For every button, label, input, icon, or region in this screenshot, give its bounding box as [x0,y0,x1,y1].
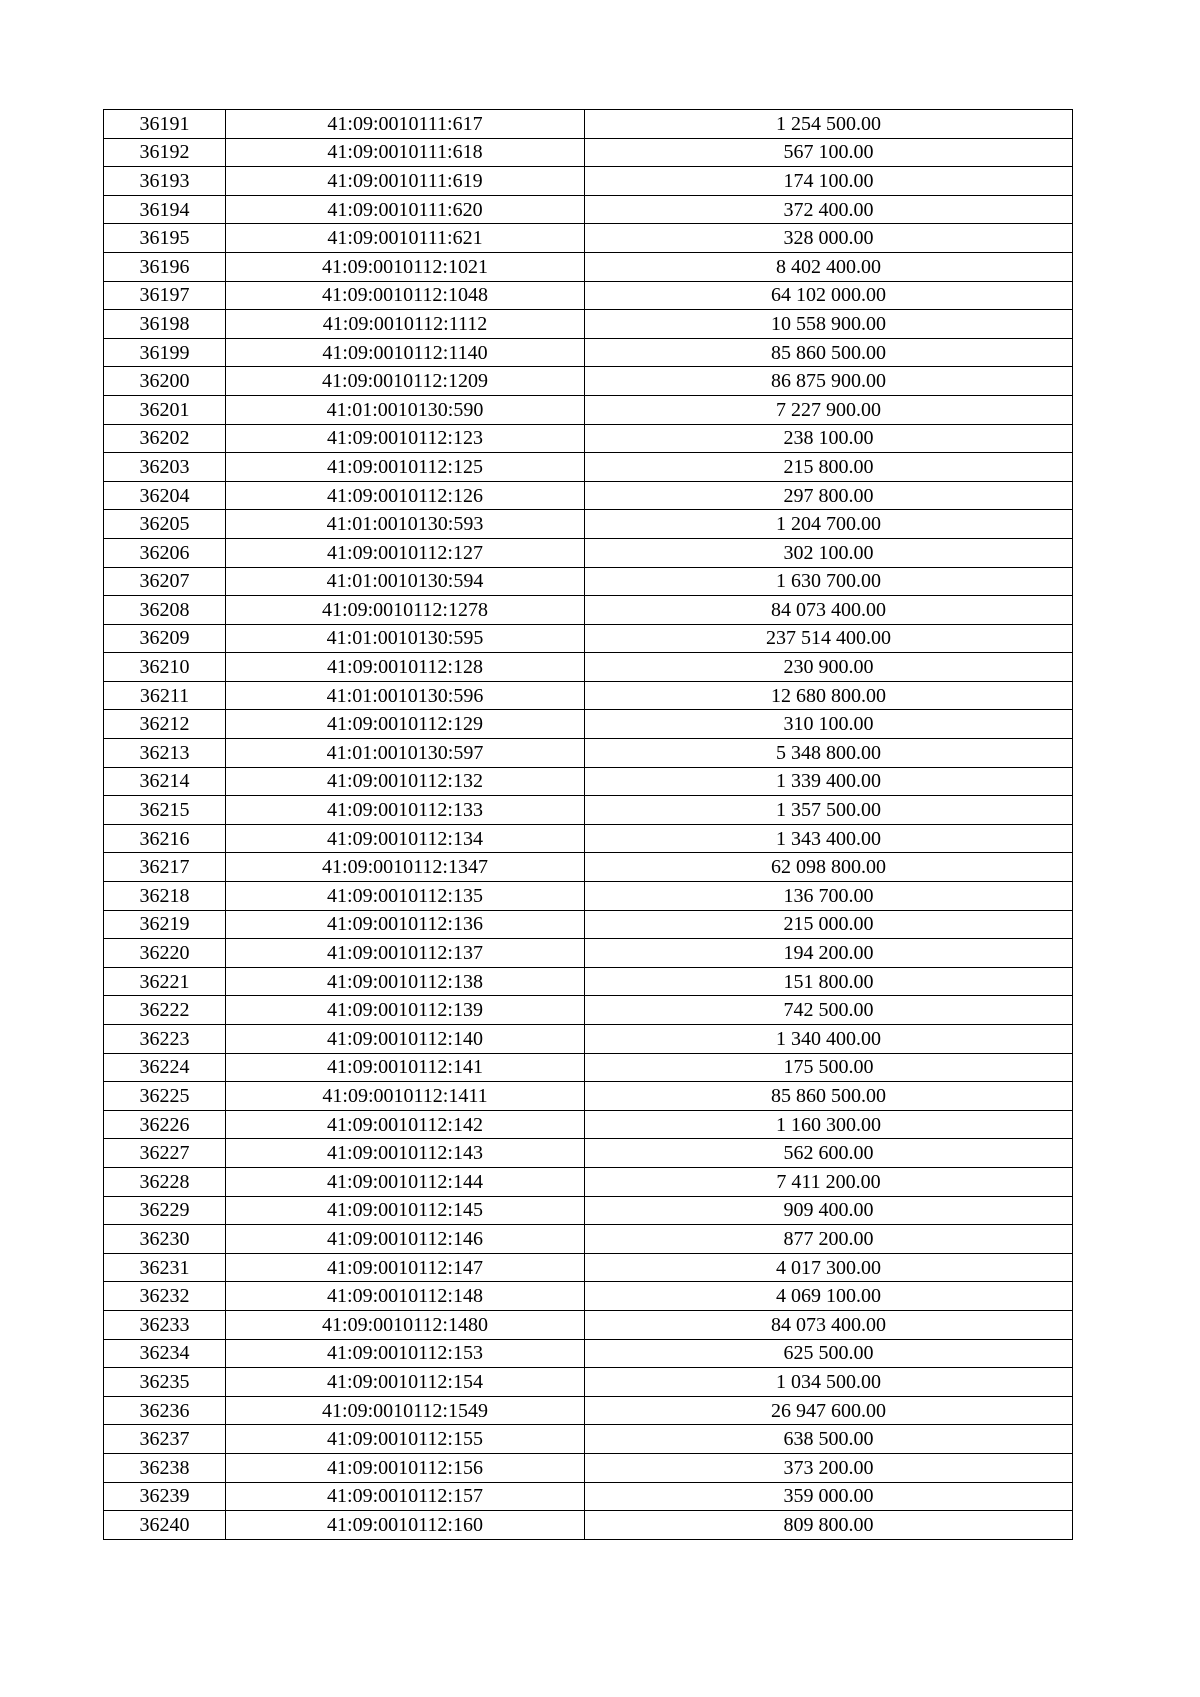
cadastral-value-cell: 567 100.00 [585,138,1073,167]
cadastral-value-cell: 1 340 400.00 [585,1025,1073,1054]
cadastral-value-cell: 12 680 800.00 [585,681,1073,710]
row-number-cell: 36218 [104,882,226,911]
cadastral-value-cell: 7 411 200.00 [585,1167,1073,1196]
cadastral-number-cell: 41:09:0010112:141 [226,1053,585,1082]
table-row [104,367,1073,396]
row-number-cell: 36200 [104,367,226,396]
table-row [104,1253,1073,1282]
table-row [104,338,1073,367]
cadastral-value-cell: 84 073 400.00 [585,1310,1073,1339]
row-number-cell: 36205 [104,510,226,539]
table-row [104,1196,1073,1225]
cadastral-number-cell: 41:09:0010112:1480 [226,1310,585,1339]
row-number-cell: 36223 [104,1025,226,1054]
row-number-cell: 36212 [104,710,226,739]
table-row [104,1368,1073,1397]
row-number-cell: 36191 [104,110,226,139]
table-row [104,939,1073,968]
cadastral-number-cell: 41:09:0010112:147 [226,1253,585,1282]
row-number-cell: 36201 [104,395,226,424]
table-row [104,252,1073,281]
table-row [104,1482,1073,1511]
cadastral-number-cell: 41:09:0010112:140 [226,1025,585,1054]
table-row [104,767,1073,796]
cadastral-number-cell: 41:09:0010112:134 [226,824,585,853]
table-row [104,1453,1073,1482]
cadastral-number-cell: 41:09:0010111:619 [226,167,585,196]
cadastral-value-cell: 625 500.00 [585,1339,1073,1368]
cadastral-number-cell: 41:09:0010112:160 [226,1511,585,1540]
cadastral-value-cell: 562 600.00 [585,1139,1073,1168]
cadastral-value-cell: 194 200.00 [585,939,1073,968]
row-number-cell: 36203 [104,453,226,482]
table-row [104,138,1073,167]
table-row [104,1282,1073,1311]
row-number-cell: 36224 [104,1053,226,1082]
row-number-cell: 36221 [104,967,226,996]
table-row [104,681,1073,710]
cadastral-value-cell: 175 500.00 [585,1053,1073,1082]
row-number-cell: 36222 [104,996,226,1025]
table-body [104,110,1073,1540]
cadastral-number-cell: 41:09:0010112:135 [226,882,585,911]
cadastral-number-cell: 41:01:0010130:597 [226,739,585,768]
cadastral-number-cell: 41:09:0010112:155 [226,1425,585,1454]
row-number-cell: 36230 [104,1225,226,1254]
cadastral-value-cell: 359 000.00 [585,1482,1073,1511]
cadastral-value-cell: 215 000.00 [585,910,1073,939]
cadastral-number-cell: 41:09:0010112:129 [226,710,585,739]
cadastral-value-cell: 86 875 900.00 [585,367,1073,396]
row-number-cell: 36229 [104,1196,226,1225]
row-number-cell: 36207 [104,567,226,596]
cadastral-number-cell: 41:09:0010111:621 [226,224,585,253]
row-number-cell: 36192 [104,138,226,167]
table-row [104,796,1073,825]
row-number-cell: 36236 [104,1396,226,1425]
cadastral-value-cell: 297 800.00 [585,481,1073,510]
row-number-cell: 36238 [104,1453,226,1482]
table-row [104,195,1073,224]
cadastral-value-cell: 1 339 400.00 [585,767,1073,796]
table-row [104,510,1073,539]
table-row [104,967,1073,996]
table-row [104,395,1073,424]
cadastral-value-cell: 372 400.00 [585,195,1073,224]
row-number-cell: 36194 [104,195,226,224]
table-row [104,996,1073,1025]
row-number-cell: 36210 [104,653,226,682]
cadastral-number-cell: 41:09:0010112:1021 [226,252,585,281]
cadastral-value-cell: 1 630 700.00 [585,567,1073,596]
cadastral-value-cell: 238 100.00 [585,424,1073,453]
cadastral-number-cell: 41:09:0010112:144 [226,1167,585,1196]
table-row [104,853,1073,882]
cadastral-number-cell: 41:09:0010112:156 [226,1453,585,1482]
row-number-cell: 36239 [104,1482,226,1511]
cadastral-number-cell: 41:09:0010112:154 [226,1368,585,1397]
cadastral-value-cell: 1 034 500.00 [585,1368,1073,1397]
cadastral-number-cell: 41:09:0010112:138 [226,967,585,996]
cadastral-value-cell: 1 204 700.00 [585,510,1073,539]
table-row [104,1339,1073,1368]
cadastral-value-cell: 328 000.00 [585,224,1073,253]
cadastral-value-cell: 302 100.00 [585,538,1073,567]
cadastral-number-cell: 41:09:0010112:1140 [226,338,585,367]
cadastral-number-cell: 41:09:0010112:136 [226,910,585,939]
table-row [104,1225,1073,1254]
cadastral-number-cell: 41:09:0010112:1278 [226,596,585,625]
row-number-cell: 36227 [104,1139,226,1168]
row-number-cell: 36204 [104,481,226,510]
cadastral-number-cell: 41:09:0010112:1209 [226,367,585,396]
cadastral-value-cell: 373 200.00 [585,1453,1073,1482]
table-row [104,167,1073,196]
table-row [104,910,1073,939]
cadastral-value-cell: 4 017 300.00 [585,1253,1073,1282]
table-row [104,653,1073,682]
row-number-cell: 36240 [104,1511,226,1540]
cadastral-number-cell: 41:01:0010130:596 [226,681,585,710]
cadastral-value-cell: 26 947 600.00 [585,1396,1073,1425]
row-number-cell: 36197 [104,281,226,310]
cadastral-number-cell: 41:09:0010112:125 [226,453,585,482]
cadastral-value-cell: 8 402 400.00 [585,252,1073,281]
cadastral-value-cell: 1 357 500.00 [585,796,1073,825]
table-row [104,481,1073,510]
cadastral-value-cell: 1 160 300.00 [585,1110,1073,1139]
cadastral-value-cell: 310 100.00 [585,710,1073,739]
cadastral-value-cell: 230 900.00 [585,653,1073,682]
row-number-cell: 36231 [104,1253,226,1282]
cadastral-value-cell: 85 860 500.00 [585,1082,1073,1111]
cadastral-number-cell: 41:09:0010112:1347 [226,853,585,882]
table-row [104,424,1073,453]
table-row [104,1025,1073,1054]
row-number-cell: 36237 [104,1425,226,1454]
row-number-cell: 36193 [104,167,226,196]
table-row [104,596,1073,625]
cadastral-number-cell: 41:09:0010112:157 [226,1482,585,1511]
row-number-cell: 36208 [104,596,226,625]
row-number-cell: 36232 [104,1282,226,1311]
cadastral-number-cell: 41:09:0010112:153 [226,1339,585,1368]
cadastral-value-cell: 909 400.00 [585,1196,1073,1225]
table-row [104,1511,1073,1540]
table-row [104,224,1073,253]
cadastral-value-cell: 809 800.00 [585,1511,1073,1540]
cadastral-number-cell: 41:09:0010112:143 [226,1139,585,1168]
cadastral-value-cell: 7 227 900.00 [585,395,1073,424]
cadastral-number-cell: 41:09:0010112:142 [226,1110,585,1139]
row-number-cell: 36215 [104,796,226,825]
table-row [104,739,1073,768]
row-number-cell: 36198 [104,310,226,339]
cadastral-value-cell: 84 073 400.00 [585,596,1073,625]
cadastral-value-cell: 136 700.00 [585,882,1073,911]
cadastral-number-cell: 41:09:0010112:1549 [226,1396,585,1425]
table-row [104,1082,1073,1111]
cadastral-value-cell: 64 102 000.00 [585,281,1073,310]
cadastral-number-cell: 41:09:0010112:1411 [226,1082,585,1111]
row-number-cell: 36228 [104,1167,226,1196]
cadastral-number-cell: 41:09:0010111:620 [226,195,585,224]
cadastral-value-cell: 638 500.00 [585,1425,1073,1454]
cadastral-value-cell: 10 558 900.00 [585,310,1073,339]
table-row [104,1167,1073,1196]
row-number-cell: 36233 [104,1310,226,1339]
cadastral-value-cell: 151 800.00 [585,967,1073,996]
table-row [104,624,1073,653]
cadastral-number-cell: 41:09:0010112:133 [226,796,585,825]
row-number-cell: 36220 [104,939,226,968]
cadastral-value-cell: 742 500.00 [585,996,1073,1025]
cadastral-number-cell: 41:01:0010130:594 [226,567,585,596]
table-row [104,1396,1073,1425]
table-row [104,310,1073,339]
row-number-cell: 36199 [104,338,226,367]
row-number-cell: 36211 [104,681,226,710]
row-number-cell: 36234 [104,1339,226,1368]
table-row [104,1425,1073,1454]
cadastral-number-cell: 41:09:0010112:127 [226,538,585,567]
table-row [104,281,1073,310]
cadastral-value-cell: 1 254 500.00 [585,110,1073,139]
cadastral-number-cell: 41:01:0010130:593 [226,510,585,539]
cadastral-value-cell: 215 800.00 [585,453,1073,482]
table-row [104,567,1073,596]
cadastral-number-cell: 41:09:0010112:1048 [226,281,585,310]
row-number-cell: 36219 [104,910,226,939]
table-row [104,538,1073,567]
table-row [104,453,1073,482]
table-row [104,710,1073,739]
row-number-cell: 36226 [104,1110,226,1139]
cadastral-value-cell: 4 069 100.00 [585,1282,1073,1311]
row-number-cell: 36225 [104,1082,226,1111]
row-number-cell: 36235 [104,1368,226,1397]
cadastral-number-cell: 41:09:0010112:137 [226,939,585,968]
row-number-cell: 36216 [104,824,226,853]
row-number-cell: 36202 [104,424,226,453]
row-number-cell: 36209 [104,624,226,653]
cadastral-value-cell: 5 348 800.00 [585,739,1073,768]
cadastral-number-cell: 41:09:0010112:123 [226,424,585,453]
cadastral-number-cell: 41:01:0010130:590 [226,395,585,424]
cadastral-number-cell: 41:09:0010112:139 [226,996,585,1025]
cadastral-value-cell: 85 860 500.00 [585,338,1073,367]
cadastral-number-cell: 41:01:0010130:595 [226,624,585,653]
cadastral-number-cell: 41:09:0010112:126 [226,481,585,510]
row-number-cell: 36206 [104,538,226,567]
row-number-cell: 36196 [104,252,226,281]
cadastral-number-cell: 41:09:0010112:145 [226,1196,585,1225]
cadastral-number-cell: 41:09:0010111:617 [226,110,585,139]
row-number-cell: 36217 [104,853,226,882]
table-row [104,824,1073,853]
row-number-cell: 36195 [104,224,226,253]
table-row [104,1053,1073,1082]
cadastral-number-cell: 41:09:0010112:1112 [226,310,585,339]
cadastral-value-cell: 877 200.00 [585,1225,1073,1254]
cadastral-number-cell: 41:09:0010112:132 [226,767,585,796]
cadastral-number-cell: 41:09:0010111:618 [226,138,585,167]
cadastral-number-cell: 41:09:0010112:128 [226,653,585,682]
table-row [104,1110,1073,1139]
cadastral-number-cell: 41:09:0010112:146 [226,1225,585,1254]
cadastral-value-cell: 237 514 400.00 [585,624,1073,653]
row-number-cell: 36213 [104,739,226,768]
cadastral-value-cell: 1 343 400.00 [585,824,1073,853]
table-row [104,882,1073,911]
table-row [104,110,1073,139]
cadastral-number-cell: 41:09:0010112:148 [226,1282,585,1311]
table-row [104,1139,1073,1168]
cadastral-value-cell: 62 098 800.00 [585,853,1073,882]
cadastral-value-cell: 174 100.00 [585,167,1073,196]
row-number-cell: 36214 [104,767,226,796]
cadastral-value-table [103,109,1073,1540]
table-row [104,1310,1073,1339]
